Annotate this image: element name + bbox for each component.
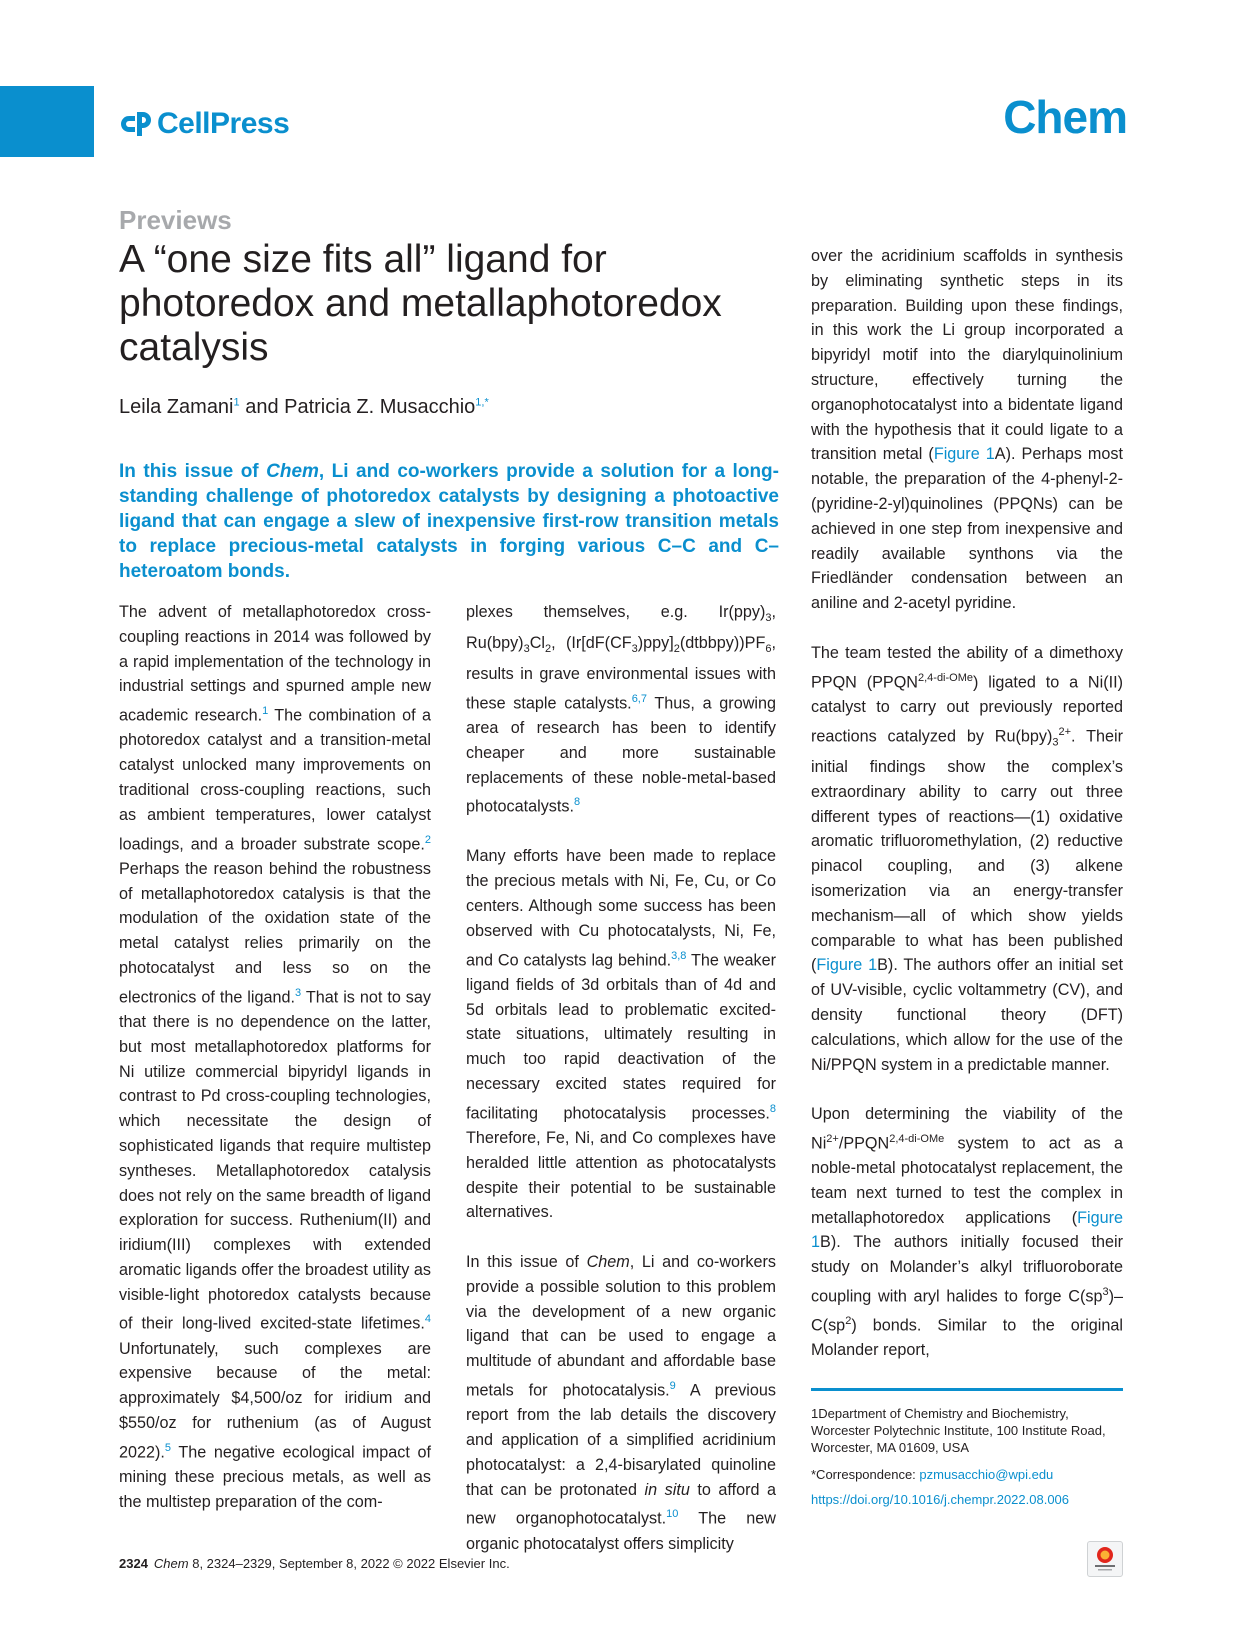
reference-link[interactable]: 10 <box>666 1508 679 1521</box>
abstract-text: , Li and co-workers provide a solution for a long-standing challenge of photoredox catalysts by designing a photoactive ligand that can engage a slew of inexpensive first-row transition metals to replace precious-metal catalysts in forging various C–C and C–heteroatom bonds. <box>119 461 779 582</box>
body-column-1 <box>119 600 431 1539</box>
body-text-run: , results in grave environmental issues with these staple catalysts. <box>466 634 776 713</box>
body-text-run: The team tested the ability of a dimethoxy PPQN (PPQN <box>811 643 1123 691</box>
body-text-run: Cl <box>529 634 545 653</box>
section-label: Previews <box>119 205 232 235</box>
abstract-journal-name: Chem <box>266 461 319 482</box>
reference-link[interactable]: 6,7 <box>631 692 647 705</box>
footer-journal-name: Chem <box>153 1556 189 1571</box>
reference-link[interactable]: 9 <box>669 1379 676 1392</box>
body-text-run: over the acridinium scaffolds in synthesis by eliminating synthetic steps in its preparation. Building upon these findings, in this work the Li group incorporated a bipyridyl motif into the diarylquinolinium structure, effectively turning the organophotocatalyst into a bidentate ligand with the hypothesis that it could ligate to a transition metal ( <box>811 247 1123 464</box>
journal-logo: Chem <box>1003 91 1127 143</box>
corner-accent-block <box>0 86 94 157</box>
body-text-run: Many efforts have been made to replace the precious metals with Ni, Fe, Cu, or Co centers. Although some success has been observed with Cu photocatalysts, Ni, Fe, and Co catalysts lag behind. <box>466 847 776 969</box>
abstract <box>119 459 779 584</box>
author-list <box>119 396 489 419</box>
body-text-run: )ppy] <box>637 634 674 653</box>
figure-link[interactable]: Figure 1 <box>811 1208 1123 1252</box>
subscript-text: 3 <box>631 643 638 656</box>
body-column-3 <box>811 244 1123 1388</box>
body-text-run: The negative ecological impact of mining these precious metals, as well as the multistep preparation of the com- <box>119 1443 431 1511</box>
body-text-run: (dtbbpy))PF <box>679 634 766 653</box>
superscript-text: 2,4-di-OMe <box>889 1132 945 1145</box>
body-text-run: , Ru(bpy) <box>466 603 776 653</box>
body-text-run: , (Ir[dF(CF <box>551 634 632 653</box>
abstract-text: In this issue of <box>119 461 267 482</box>
body-text-run: , Li and co-workers provide a possible solution to this problem via the development of a new organic ligand that can be used to engage a multitude of abundant and affordable base metals for photocatalysis. <box>466 1252 776 1400</box>
body-text-run: Upon determining the viability of the Ni <box>811 1105 1123 1153</box>
reference-link[interactable]: 2 <box>424 833 431 846</box>
body-text-run: A previous report from the lab details the discovery and application of a simplified acridinium photocatalyst: a 2,4-bisarylated quinoline that can be protonated <box>466 1381 776 1499</box>
author-affiliation-mark[interactable]: 1 <box>233 396 240 409</box>
body-column-2 <box>466 600 776 1581</box>
superscript-text: 2,4-di-OMe <box>917 671 974 684</box>
body-text-run: Thus, a growing area of research has been to identify cheaper and more sustainable replacements of these noble-metal-based photocatalysts. <box>466 694 776 816</box>
body-text-run: That is not to say that there is no dependence on the latter, but most metallaphotoredox platforms for Ni utilize commercial bipyridyl ligands in contrast to Pd cross-coupling technologies, which necessitate the design of sophisticated ligands that require multistep syntheses. Metallaphotoredox catalysis does not rely on the same breadth of ligand exploration for success. Ruthenium(II) and iridium(III) complexes with extended aromatic ligands offer the broadest utility as visible-light photoredox catalysts because of their long-lived excited-state lifetimes. <box>119 988 432 1333</box>
body-text-run: system to act as a noble-metal photocatalyst replacement, the team next turned to test the complex in metallaphotoredox applications ( <box>811 1134 1123 1227</box>
body-text-run: The combination of a photoredox catalyst and a transition-metal catalyst unlocked many improvements on traditional cross-coupling reactions, such as ambient temperatures, lower catalyst loadings, and a broader substrate scope. <box>119 706 431 853</box>
italic-text: in situ <box>644 1480 690 1499</box>
body-text-run: plexes themselves, e.g. Ir(ppy) <box>466 603 766 621</box>
body-text-run: ) ligated to a Ni(II) catalyst to carry out previously reported reactions catalyzed by Ru(bpy) <box>811 672 1123 745</box>
superscript-text: 2 <box>845 1315 852 1328</box>
body-text-run: The advent of metallaphotoredox cross-coupling reactions in 2014 was followed by a rapid implementation of the technology in industrial settings and spurned ample new academic research. <box>119 603 431 725</box>
italic-text: Chem <box>586 1252 630 1271</box>
body-text-run: Perhaps the reason behind the robustness of metallaphotoredox catalysis is that the modulation of the oxidation state of the metal catalyst relies primarily on the photocatalyst and less so on the electronics of the ligand. <box>119 859 431 1007</box>
body-paragraph <box>811 1102 1123 1363</box>
body-text-run: In this issue of <box>466 1252 587 1271</box>
body-text-run: B). The authors offer an initial set of UV-visible, cyclic voltammetry (CV), and density functional theory (DFT) calculations, which allow for the use of the Ni/PPQN system in a predictable manner. <box>811 956 1123 1074</box>
doi-link[interactable]: https://doi.org/10.1016/j.chempr.2022.08.006 <box>811 1492 1070 1507</box>
subscript-text: 2 <box>673 643 680 656</box>
author-joiner: and <box>239 396 285 418</box>
superscript-text: 2+ <box>1058 725 1072 738</box>
page-number: 2324 <box>119 1556 148 1571</box>
cellpress-mark-icon <box>119 108 153 140</box>
body-paragraph <box>811 244 1123 616</box>
body-paragraph <box>466 844 776 1225</box>
reference-link[interactable]: 5 <box>164 1441 172 1454</box>
body-paragraph <box>811 641 1123 1078</box>
correspondence-line <box>811 1467 1053 1482</box>
check-for-updates-icon <box>1088 1542 1122 1576</box>
affiliation-footnote: 1Department of Chemistry and Biochemistry, Worcester Polytechnic Institute, 100 Institute Road, Worcester, MA 01609, USA <box>811 1406 1106 1455</box>
subscript-text: 3 <box>523 643 530 656</box>
cellpress-logo <box>119 104 289 144</box>
figure-link[interactable]: Figure 1 <box>816 956 878 975</box>
figure-link[interactable]: Figure 1 <box>933 445 995 464</box>
body-text-run: The new organic photocatalyst offers simplicity <box>466 1509 776 1553</box>
author-name: Patricia Z. Musacchio <box>284 396 476 418</box>
reference-link[interactable]: 3,8 <box>671 949 687 962</box>
subscript-text: 6 <box>765 643 772 656</box>
correspondence-label: *Correspondence: <box>811 1467 920 1482</box>
superscript-text: 2+ <box>826 1132 839 1145</box>
superscript-text: 3 <box>1102 1286 1109 1299</box>
body-text-run: B). The authors initially focused their study on Molander’s alkyl trifluoroborate coupling with aryl halides to forge C(sp <box>811 1233 1123 1306</box>
body-text-run: )–C(sp <box>811 1287 1123 1335</box>
reference-link[interactable]: 3 <box>295 986 302 999</box>
body-text-run: to afford a new organophotocatalyst. <box>466 1480 776 1528</box>
body-text-run: Therefore, Fe, Ni, and Co complexes have heralded little attention as photocatalysts despite their potential to be sustainable alternatives. <box>466 1128 776 1222</box>
subscript-text: 2 <box>545 643 552 656</box>
body-text-run: A). Perhaps most notable, the preparation of the 4-phenyl-2-(pyridine-2-yl)quinolines (PPQNs) can be achieved in one step from inexpensive and readily available synthons via the Friedländer condensation between an aniline and 2-acetyl pyridine. <box>811 445 1123 613</box>
footer-citation: 8, 2324–2329, September 8, 2022 © 2022 Elsevier Inc. <box>188 1556 510 1571</box>
body-text-run: . Their initial findings show the complex’s extraordinary ability to carry out three different types of reactions—(1) oxidative aromatic trifluoromethylation, (2) reductive pinacol coupling, and (3) alkene isomerization via an energy-transfer mechanism—all of which show yields comparable to what has been published ( <box>811 726 1123 975</box>
reference-link[interactable]: 8 <box>769 1102 776 1115</box>
body-paragraph <box>119 600 431 1515</box>
footnote-rule <box>811 1388 1123 1391</box>
body-paragraph <box>466 600 776 820</box>
article-title: A “one size fits all” ligand for photoredox and metallaphotoredox catalysis <box>119 238 722 369</box>
body-text-run: Unfortunately, such complexes are expensive because of the metal: approximately $4,500/oz for iridium and $550/oz for ruthenium (as of August 2022). <box>119 1339 431 1462</box>
body-text-run: /PPQN <box>838 1134 890 1153</box>
reference-link[interactable]: 8 <box>573 796 581 809</box>
check-for-updates-badge[interactable] <box>1087 1541 1123 1577</box>
author-name: Leila Zamani <box>119 396 234 418</box>
correspondence-email-link[interactable]: pzmusacchio@wpi.edu <box>919 1467 1054 1482</box>
body-paragraph <box>466 1250 776 1556</box>
cellpress-wordmark: CellPress <box>157 107 290 140</box>
subscript-text: 3 <box>1052 736 1059 749</box>
body-text-run: The weaker ligand fields of 3d orbitals than of 4d and 5d orbitals lead to problematic excited-state situations, ultimately resulting in much too rapid deactivation of the necessary excited states required for facilitating photocatalysis processes. <box>466 951 777 1123</box>
author-affiliation-mark[interactable]: 1,* <box>475 396 489 409</box>
page-footer <box>119 1556 510 1571</box>
body-text-run: ) bonds. Similar to the original Molander report, <box>811 1316 1123 1360</box>
reference-link[interactable]: 1 <box>262 705 269 718</box>
subscript-text: 3 <box>765 612 772 625</box>
reference-link[interactable]: 4 <box>424 1313 431 1326</box>
